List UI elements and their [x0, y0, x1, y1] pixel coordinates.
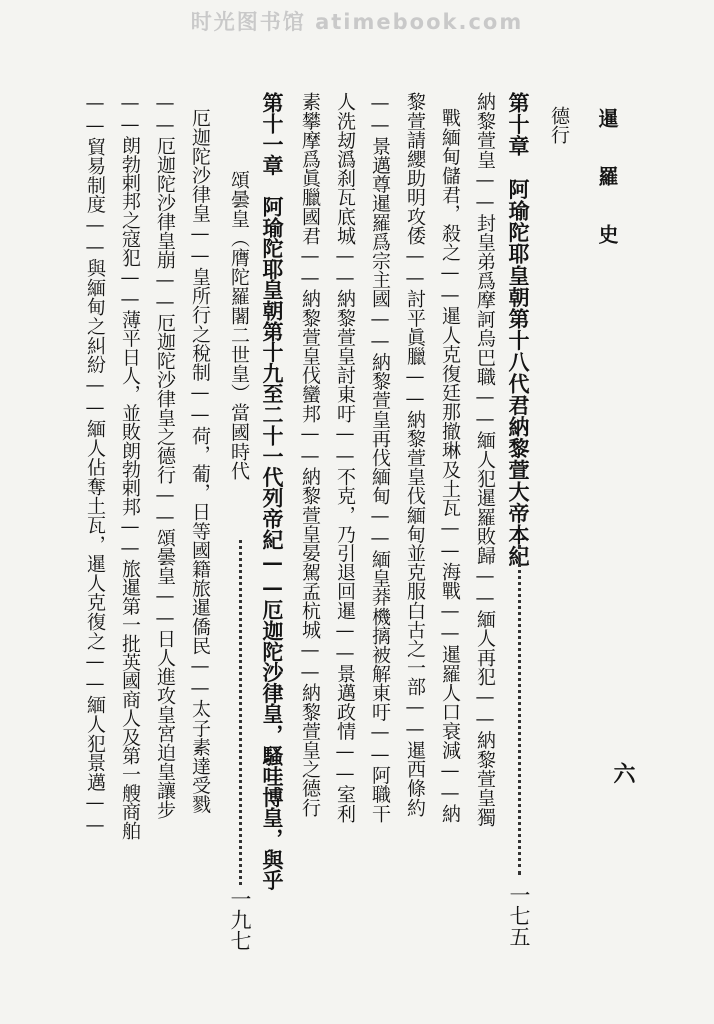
- toc-line-5: 黎萱請纓助明攻倭——討平眞臘——納黎萱皇伐緬甸並克服白古之一部——暹西條約: [404, 92, 426, 817]
- toc-leader-dots: [239, 540, 242, 885]
- toc-line-7: 人洗刼潙刹瓦底城——納黎萱皇討東吁——不克，乃引退回暹——景邁政情——室利: [334, 92, 356, 823]
- toc-line-3: 納黎萱皇——封皇弟爲摩訶烏巴職——緬人犯暹羅敗歸——緬人再犯——納黎萱皇獨: [474, 92, 496, 827]
- page-number: 六: [610, 762, 636, 784]
- toc-line-8: 素攀摩爲眞臘國君——納黎萱皇伐蠻邦——納黎萱皇晏駕孟杭城——納黎萱皇之德行: [299, 92, 321, 817]
- toc-line-10: 頌曇皇（膺陀羅闍二世皇）當國時代: [228, 170, 250, 481]
- toc-line-1: 德行: [548, 106, 570, 144]
- running-title: 暹羅史: [595, 108, 619, 282]
- watermark: 时光图书馆 atimebook.com: [190, 10, 524, 34]
- toc-line-12: ——厄迦陀沙律皇崩——厄迦陀沙律皇之德行——頌曇皇——日人進攻皇宮迫皇讓步: [154, 92, 176, 819]
- toc-leader-dots: [518, 545, 521, 875]
- toc-line-13: ——朗勃剌邦之寇犯——薄平日人，並敗朗勃剌邦——旅暹第一批英國商人及第一艘商舶: [119, 92, 141, 840]
- chapter-11-page: 一九七: [228, 888, 252, 951]
- toc-line-11: 厄迦陀沙律皇——皇所行之稅制——荷，葡，日等國籍旅暹僑民——太子素達受戮: [189, 108, 211, 814]
- chapter-10-page: 一七五: [507, 884, 531, 947]
- toc-line-4: 戰緬甸儲君，殺之——暹人克復廷那撤琳及土瓦——海戰——暹羅人口衰減——納: [439, 108, 461, 824]
- chapter-11-heading: 第十一章 阿瑜陀耶皇朝第十九至二十一代列帝紀——厄迦陀沙律皇，騷哇博皇，與乎: [260, 92, 285, 891]
- toc-line-6: ——景邁尊暹羅爲宗主國——納黎萱皇再伐緬甸——緬皇莽機摛被解東吁——阿職干: [369, 92, 391, 823]
- chapter-10-heading: 第十章 阿瑜陀耶皇朝第十八代君納黎萱大帝本紀: [506, 92, 531, 568]
- toc-line-14: ——貿易制度——與緬甸之糾紛——緬人佔奪土瓦，暹人克復之——緬人犯景邁——: [84, 92, 106, 837]
